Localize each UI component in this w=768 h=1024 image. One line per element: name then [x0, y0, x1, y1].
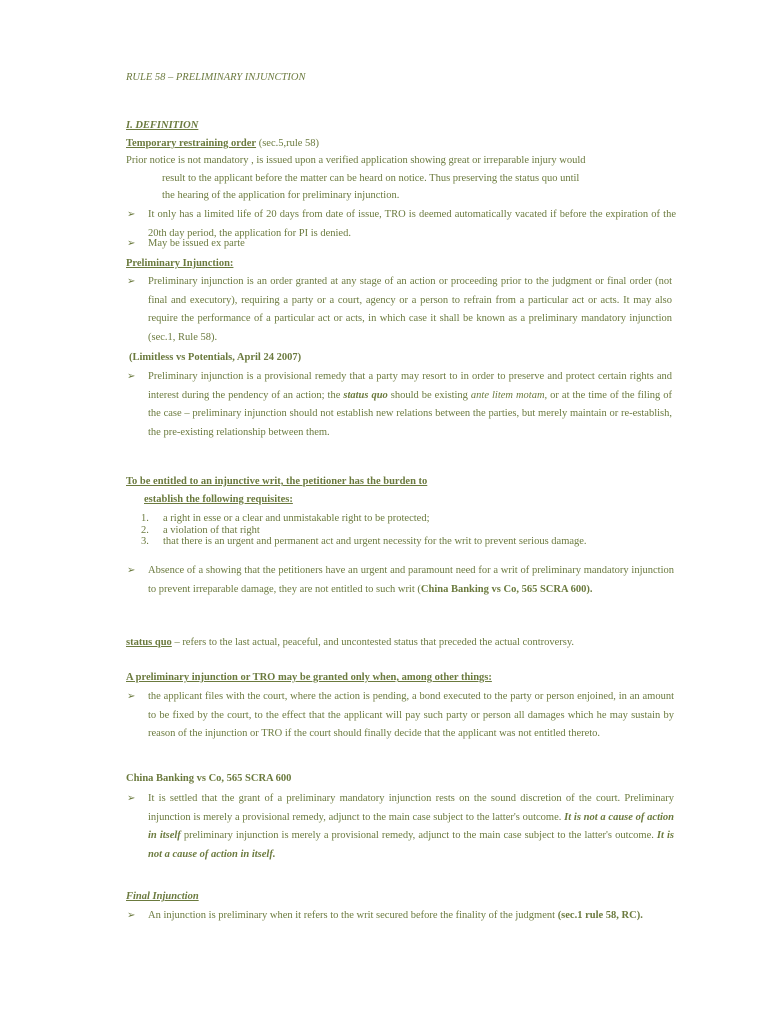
absence-bullet [148, 562, 674, 599]
ante-litem-emphasis: ante litem motam, [470, 389, 548, 401]
status-quo-text: – refers to the last actual, peaceful, and uncontested status that preceded the actual controversy. [171, 637, 575, 648]
tro-paragraph-line-3: the hearing of the application for preliminary injunction. [162, 190, 400, 201]
bullet-arrow-icon: ➢ [127, 209, 136, 220]
document-title: RULE 58 – PRELIMINARY INJUNCTION [126, 72, 306, 83]
limitless-text-b: should be existing [387, 389, 471, 401]
requisite-number: 2. [141, 525, 149, 536]
china-text-a: It is settled that the grant of a preliminary mandatory injunction rests on the sound discretion of the court. Preliminary injunction is merely a provisional remedy, adjunct to the main case subject to the latter's outcome. [148, 793, 674, 823]
limitless-bullet [148, 368, 672, 442]
final-citation: (sec.1 rule 58, RC). [557, 910, 643, 921]
status-quo-term: status quo [126, 637, 172, 648]
tro-paragraph-line-2: result to the applicant before the matter can be heard on notice. Thus preserving the status quo until [162, 173, 580, 184]
requisites-heading-1: To be entitled to an injunctive writ, the petitioner has the burden to [126, 476, 428, 487]
china-emphasis-2: It is not a cause of action in itself. [148, 830, 674, 860]
final-injunction-heading: Final Injunction [126, 891, 199, 902]
requisite-number: 1. [141, 513, 149, 524]
bullet-arrow-icon: ➢ [127, 910, 136, 921]
china-banking-heading: China Banking vs Co, 565 SCRA 600 [126, 773, 292, 784]
tro-ref: (sec.5,rule 58) [256, 138, 320, 149]
requisite-text: a violation of that right [163, 525, 260, 536]
absence-citation: China Banking vs Co, 565 SCRA 600). [420, 583, 593, 595]
definition-heading: I. DEFINITION [126, 120, 199, 131]
preliminary-heading: Preliminary Injunction: [126, 258, 234, 269]
tro-paragraph-line-1: Prior notice is not mandatory , is issued upon a verified application showing great or irreparable injury would [126, 155, 586, 166]
requisite-text: a right in esse or a clear and unmistakable right to be protected; [163, 513, 430, 524]
final-injunction-bullet [148, 907, 674, 926]
bullet-arrow-icon: ➢ [127, 691, 136, 702]
status-quo-emphasis: status quo [343, 389, 388, 401]
tro-label: Temporary restraining order [126, 138, 257, 149]
china-emphasis-1: It is not a cause of action in itself [148, 811, 674, 841]
bullet-arrow-icon: ➢ [127, 565, 136, 576]
china-banking-bullet [148, 790, 674, 864]
tro-bullet-1: It only has a limited life of 20 days from date of issue, TRO is deemed automatically vacated if before the expiration of the 20th day period, the application for PI is denied. [148, 209, 676, 239]
china-text-b: preliminary injunction is merely a provisional remedy, adjunct to the main case subject to the latter's outcome. [180, 830, 657, 841]
preliminary-bullet: Preliminary injunction is an order granted at any stage of an action or proceeding prior to the judgment or final order (not final and executory), requiring a party or a court, agency or a person to refrain from a particular act or acts. It may also require the performance of a particular act or acts, in which case it shall be known as a preliminary mandatory injunction (sec.1, Rule 58). [148, 276, 672, 343]
absence-text: Absence of a showing that the petitioners have an urgent and paramount need for a writ of preliminary mandatory injunction to prevent irreparable damage, they are not entitled to such writ ( [148, 565, 674, 595]
requisite-text: that there is an urgent and permanent act and urgent necessity for the writ to prevent serious damage. [163, 536, 587, 547]
requisite-number: 3. [141, 536, 149, 547]
status-quo-definition [126, 634, 574, 653]
tro-bullet-2: May be issued ex parte [148, 238, 245, 249]
bullet-arrow-icon: ➢ [127, 371, 136, 382]
requisites-heading-2: establish the following requisites: [144, 494, 293, 505]
granted-heading: A preliminary injunction or TRO may be granted only when, among other things: [126, 672, 492, 683]
final-text: An injunction is preliminary when it refers to the writ secured before the finality of the judgment [148, 910, 558, 921]
tro-heading-line [126, 135, 319, 154]
bullet-arrow-icon: ➢ [127, 793, 136, 804]
limitless-text-c: or at the time of the filing of the case – preliminary injunction should not establish new relations between the parties, but merely maintain or re-establish, the pre-existing relationship between them. [148, 389, 672, 438]
limitless-heading: (Limitless vs Potentials, April 24 2007) [129, 352, 302, 363]
granted-bullet: the applicant files with the court, where the action is pending, a bond executed to the party or person enjoined, in an amount to be fixed by the court, to the effect that the applicant will pay such party or person all damages which he may sustain by reason of the injunction or TRO if the court should finally decide that the applicant was not entitled thereto. [148, 691, 674, 739]
bullet-arrow-icon: ➢ [127, 276, 136, 287]
limitless-text-a: Preliminary injunction is a provisional remedy that a party may resort to in order to preserve and protect certain rights and interest during the pendency of an action; the [148, 371, 672, 401]
bullet-arrow-icon: ➢ [127, 238, 136, 249]
